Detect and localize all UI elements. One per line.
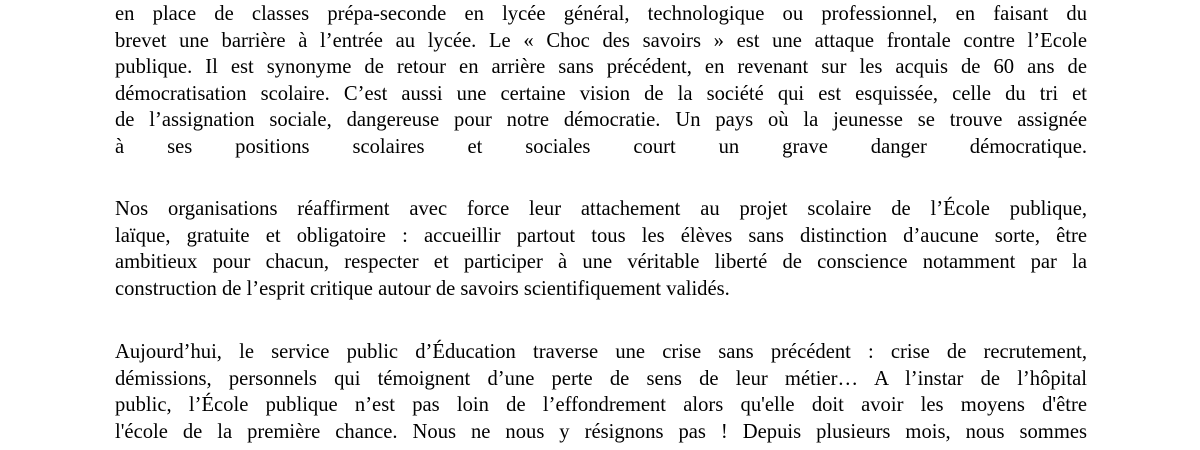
text-line: construction de l’esprit critique autour de savoirs scientifiquement validés. (115, 277, 730, 300)
text-line: ambitieux pour chacun, respecter et participer à une véritable liberté de conscience notamment par la (115, 251, 1087, 274)
text-line: publique. Il est synonyme de retour en arrière sans précédent, en revenant sur les acquis de 60 ans de (115, 56, 1087, 79)
text-line: de l’assignation sociale, dangereuse pour notre démocratie. Un pays où la jeunesse se trouve assignée (115, 109, 1087, 132)
text-line: laïque, gratuite et obligatoire : accueillir partout tous les élèves sans distinction d’aucune sorte, être (115, 224, 1087, 247)
paragraph-ecole-publique (115, 196, 1087, 302)
text-line: public, l’École publique n’est pas loin de l’effondrement alors qu'elle doit avoir les moyens d'être (115, 394, 1087, 417)
text-line: à ses positions scolaires et sociales court un grave danger démocratique. (115, 135, 1087, 158)
text-line: l'école de la première chance. Nous ne nous y résignons pas ! Depuis plusieurs mois, nous sommes (115, 420, 1087, 443)
text-line: démocratisation scolaire. C’est aussi une certaine vision de la société qui est esquissée, celle du tri et (115, 82, 1087, 105)
text-line: démissions, personnels qui témoignent d’une perte de sens de leur métier… A l’instar de l’hôpital (115, 367, 1087, 390)
text-line: brevet une barrière à l’entrée au lycée. Le « Choc des savoirs » est une attaque frontale contre l’Ecole (115, 29, 1087, 52)
paragraph-crise-education (115, 339, 1087, 445)
text-line: Aujourd’hui, le service public d’Éducation traverse une crise sans précédent : crise de recrutement, (115, 341, 1087, 363)
paragraph-choc-des-savoirs (115, 1, 1087, 161)
text-line: Nos organisations réaffirment avec force leur attachement au projet scolaire de l’École publique, (115, 198, 1087, 220)
text-line: en place de classes prépa-seconde en lycée général, technologique ou professionnel, en faisant du (115, 3, 1087, 25)
